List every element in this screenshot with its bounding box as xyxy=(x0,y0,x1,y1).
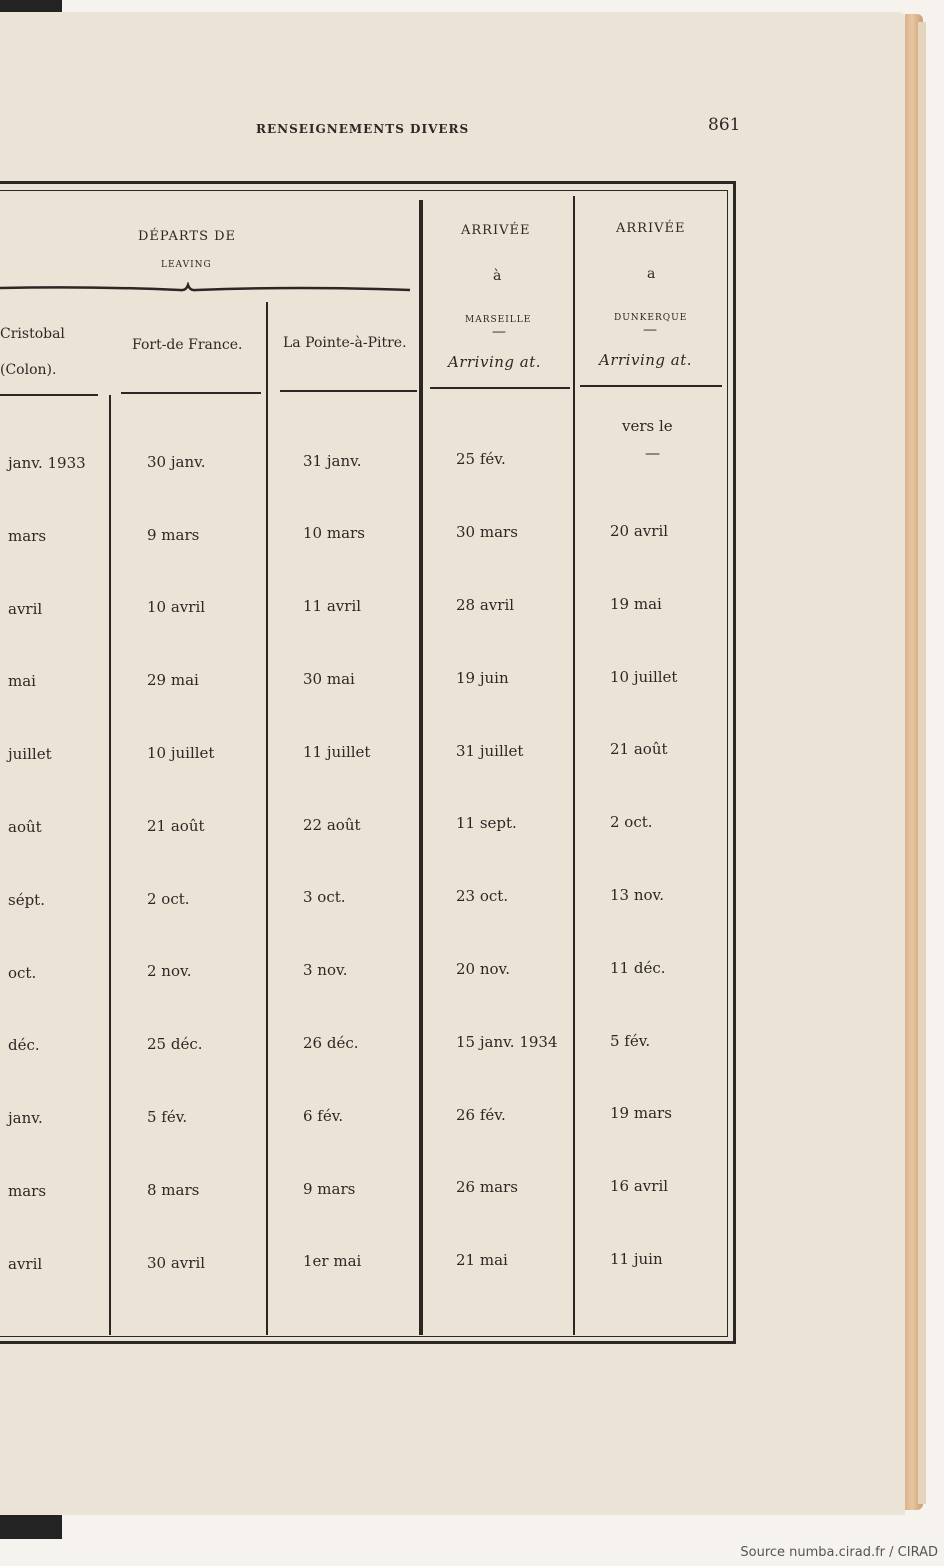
cell-cristobal: oct. xyxy=(8,964,37,982)
cell-marseille: 31 juillet xyxy=(456,742,524,760)
marseille-label: MARSEILLE xyxy=(465,315,532,325)
cell-fort-de-france: 2 oct. xyxy=(147,890,190,908)
cell-marseille: 23 oct. xyxy=(456,887,509,905)
scan-border-bottom xyxy=(0,1515,62,1539)
cell-fort-de-france: 8 mars xyxy=(147,1181,200,1199)
running-head: RENSEIGNEMENTS DIVERS xyxy=(256,122,470,136)
page-stack-edge-outer xyxy=(918,22,926,1504)
cell-dunkerque: 2 oct. xyxy=(610,813,653,831)
cell-fort-de-france: 30 janv. xyxy=(147,453,206,471)
leaving-header: LEAVING xyxy=(161,260,212,270)
cell-dunkerque: 13 nov. xyxy=(610,886,665,904)
col-rule-2 xyxy=(266,302,268,1335)
departs-header: DÉPARTS DE xyxy=(138,229,237,244)
departs-brace xyxy=(0,282,420,300)
cell-pointe-a-pitre: 11 juillet xyxy=(303,743,371,761)
cell-dunkerque: 11 juin xyxy=(610,1250,663,1268)
cell-cristobal: avril xyxy=(8,1255,43,1273)
a-marseille: à xyxy=(493,268,502,284)
cell-pointe-a-pitre: 3 oct. xyxy=(303,888,346,906)
cell-cristobal: déc. xyxy=(8,1036,40,1054)
col-fort-de-france: Fort-de France. xyxy=(132,337,243,353)
cell-pointe-a-pitre: 10 mars xyxy=(303,524,365,542)
cell-marseille: 28 avril xyxy=(456,596,515,614)
cell-cristobal: août xyxy=(8,818,42,836)
rule-dunkerque xyxy=(580,385,722,387)
cell-dunkerque: 11 déc. xyxy=(610,959,666,977)
a-dunkerque: a xyxy=(647,266,656,282)
rule-pointe xyxy=(280,390,417,392)
col-colon: (Colon). xyxy=(0,362,57,378)
rule-fort xyxy=(121,392,261,394)
col-rule-3 xyxy=(573,196,575,1335)
cell-marseille: 19 juin xyxy=(456,669,509,687)
cell-fort-de-france: 10 avril xyxy=(147,598,206,616)
cell-pointe-a-pitre: 3 nov. xyxy=(303,961,348,979)
page-number: 861 xyxy=(708,115,741,135)
arrivee-marseille-header: ARRIVÉE xyxy=(461,223,531,238)
cell-marseille: 26 fév. xyxy=(456,1106,506,1124)
arrivee-dunkerque-header: ARRIVÉE xyxy=(616,221,686,236)
cell-cristobal: janv. 1933 xyxy=(8,454,86,472)
cell-pointe-a-pitre: 9 mars xyxy=(303,1180,356,1198)
cell-dunkerque: 19 mai xyxy=(610,595,662,613)
cell-cristobal: avril xyxy=(8,600,43,618)
cell-marseille: 21 mai xyxy=(456,1251,508,1269)
col-rule-1 xyxy=(109,395,111,1335)
cell-pointe-a-pitre: 31 janv. xyxy=(303,452,362,470)
source-credit: Source numba.cirad.fr / CIRAD xyxy=(740,1545,938,1560)
cell-cristobal: mai xyxy=(8,672,36,690)
cell-marseille: 15 janv. 1934 xyxy=(456,1033,558,1051)
rule-marseille xyxy=(430,387,570,389)
marseille-dash: — xyxy=(492,324,506,340)
dunkerque-label: DUNKERQUE xyxy=(614,313,688,323)
cell-cristobal: mars xyxy=(8,1182,47,1200)
cell-pointe-a-pitre: 6 fév. xyxy=(303,1107,344,1125)
cell-dunkerque: 20 avril xyxy=(610,522,669,540)
cell-fort-de-france: 10 juillet xyxy=(147,744,215,762)
cell-cristobal: juillet xyxy=(8,745,52,763)
col-rule-main xyxy=(419,200,423,1335)
cell-fort-de-france: 2 nov. xyxy=(147,962,192,980)
cell-dunkerque: 10 juillet xyxy=(610,668,678,686)
cell-pointe-a-pitre: 11 avril xyxy=(303,597,362,615)
cell-cristobal: mars xyxy=(8,527,47,545)
cell-fort-de-france: 9 mars xyxy=(147,526,200,544)
col-pointe-a-pitre: La Pointe-à-Pitre. xyxy=(283,335,407,351)
cell-marseille: 26 mars xyxy=(456,1178,518,1196)
cell-dunkerque: 21 août xyxy=(610,740,668,758)
cell-dunkerque: 19 mars xyxy=(610,1104,672,1122)
arriving-marseille: Arriving at. xyxy=(448,353,542,371)
cell-cristobal: janv. xyxy=(8,1109,43,1127)
dunkerque-vers-le: vers le xyxy=(622,417,673,435)
cell-pointe-a-pitre: 26 déc. xyxy=(303,1034,359,1052)
cell-dunkerque: 16 avril xyxy=(610,1177,669,1195)
rule-cristobal xyxy=(0,394,98,396)
cell-marseille: 20 nov. xyxy=(456,960,511,978)
cell-cristobal: sépt. xyxy=(8,891,45,909)
cell-pointe-a-pitre: 30 mai xyxy=(303,670,355,688)
cell-dunkerque: 5 fév. xyxy=(610,1032,651,1050)
cell-fort-de-france: 25 déc. xyxy=(147,1035,203,1053)
col-cristobal: Cristobal xyxy=(0,326,65,342)
arriving-dunkerque: Arriving at. xyxy=(599,351,693,369)
cell-fort-de-france: 5 fév. xyxy=(147,1108,188,1126)
dunkerque-vers-dash: — xyxy=(645,444,660,462)
dunkerque-dash: — xyxy=(643,322,657,338)
cell-marseille: 30 mars xyxy=(456,523,518,541)
cell-pointe-a-pitre: 22 août xyxy=(303,816,361,834)
cell-fort-de-france: 30 avril xyxy=(147,1254,206,1272)
cell-fort-de-france: 21 août xyxy=(147,817,205,835)
cell-fort-de-france: 29 mai xyxy=(147,671,199,689)
cell-marseille: 11 sept. xyxy=(456,814,517,832)
cell-marseille: 25 fév. xyxy=(456,450,506,468)
cell-pointe-a-pitre: 1er mai xyxy=(303,1252,362,1270)
